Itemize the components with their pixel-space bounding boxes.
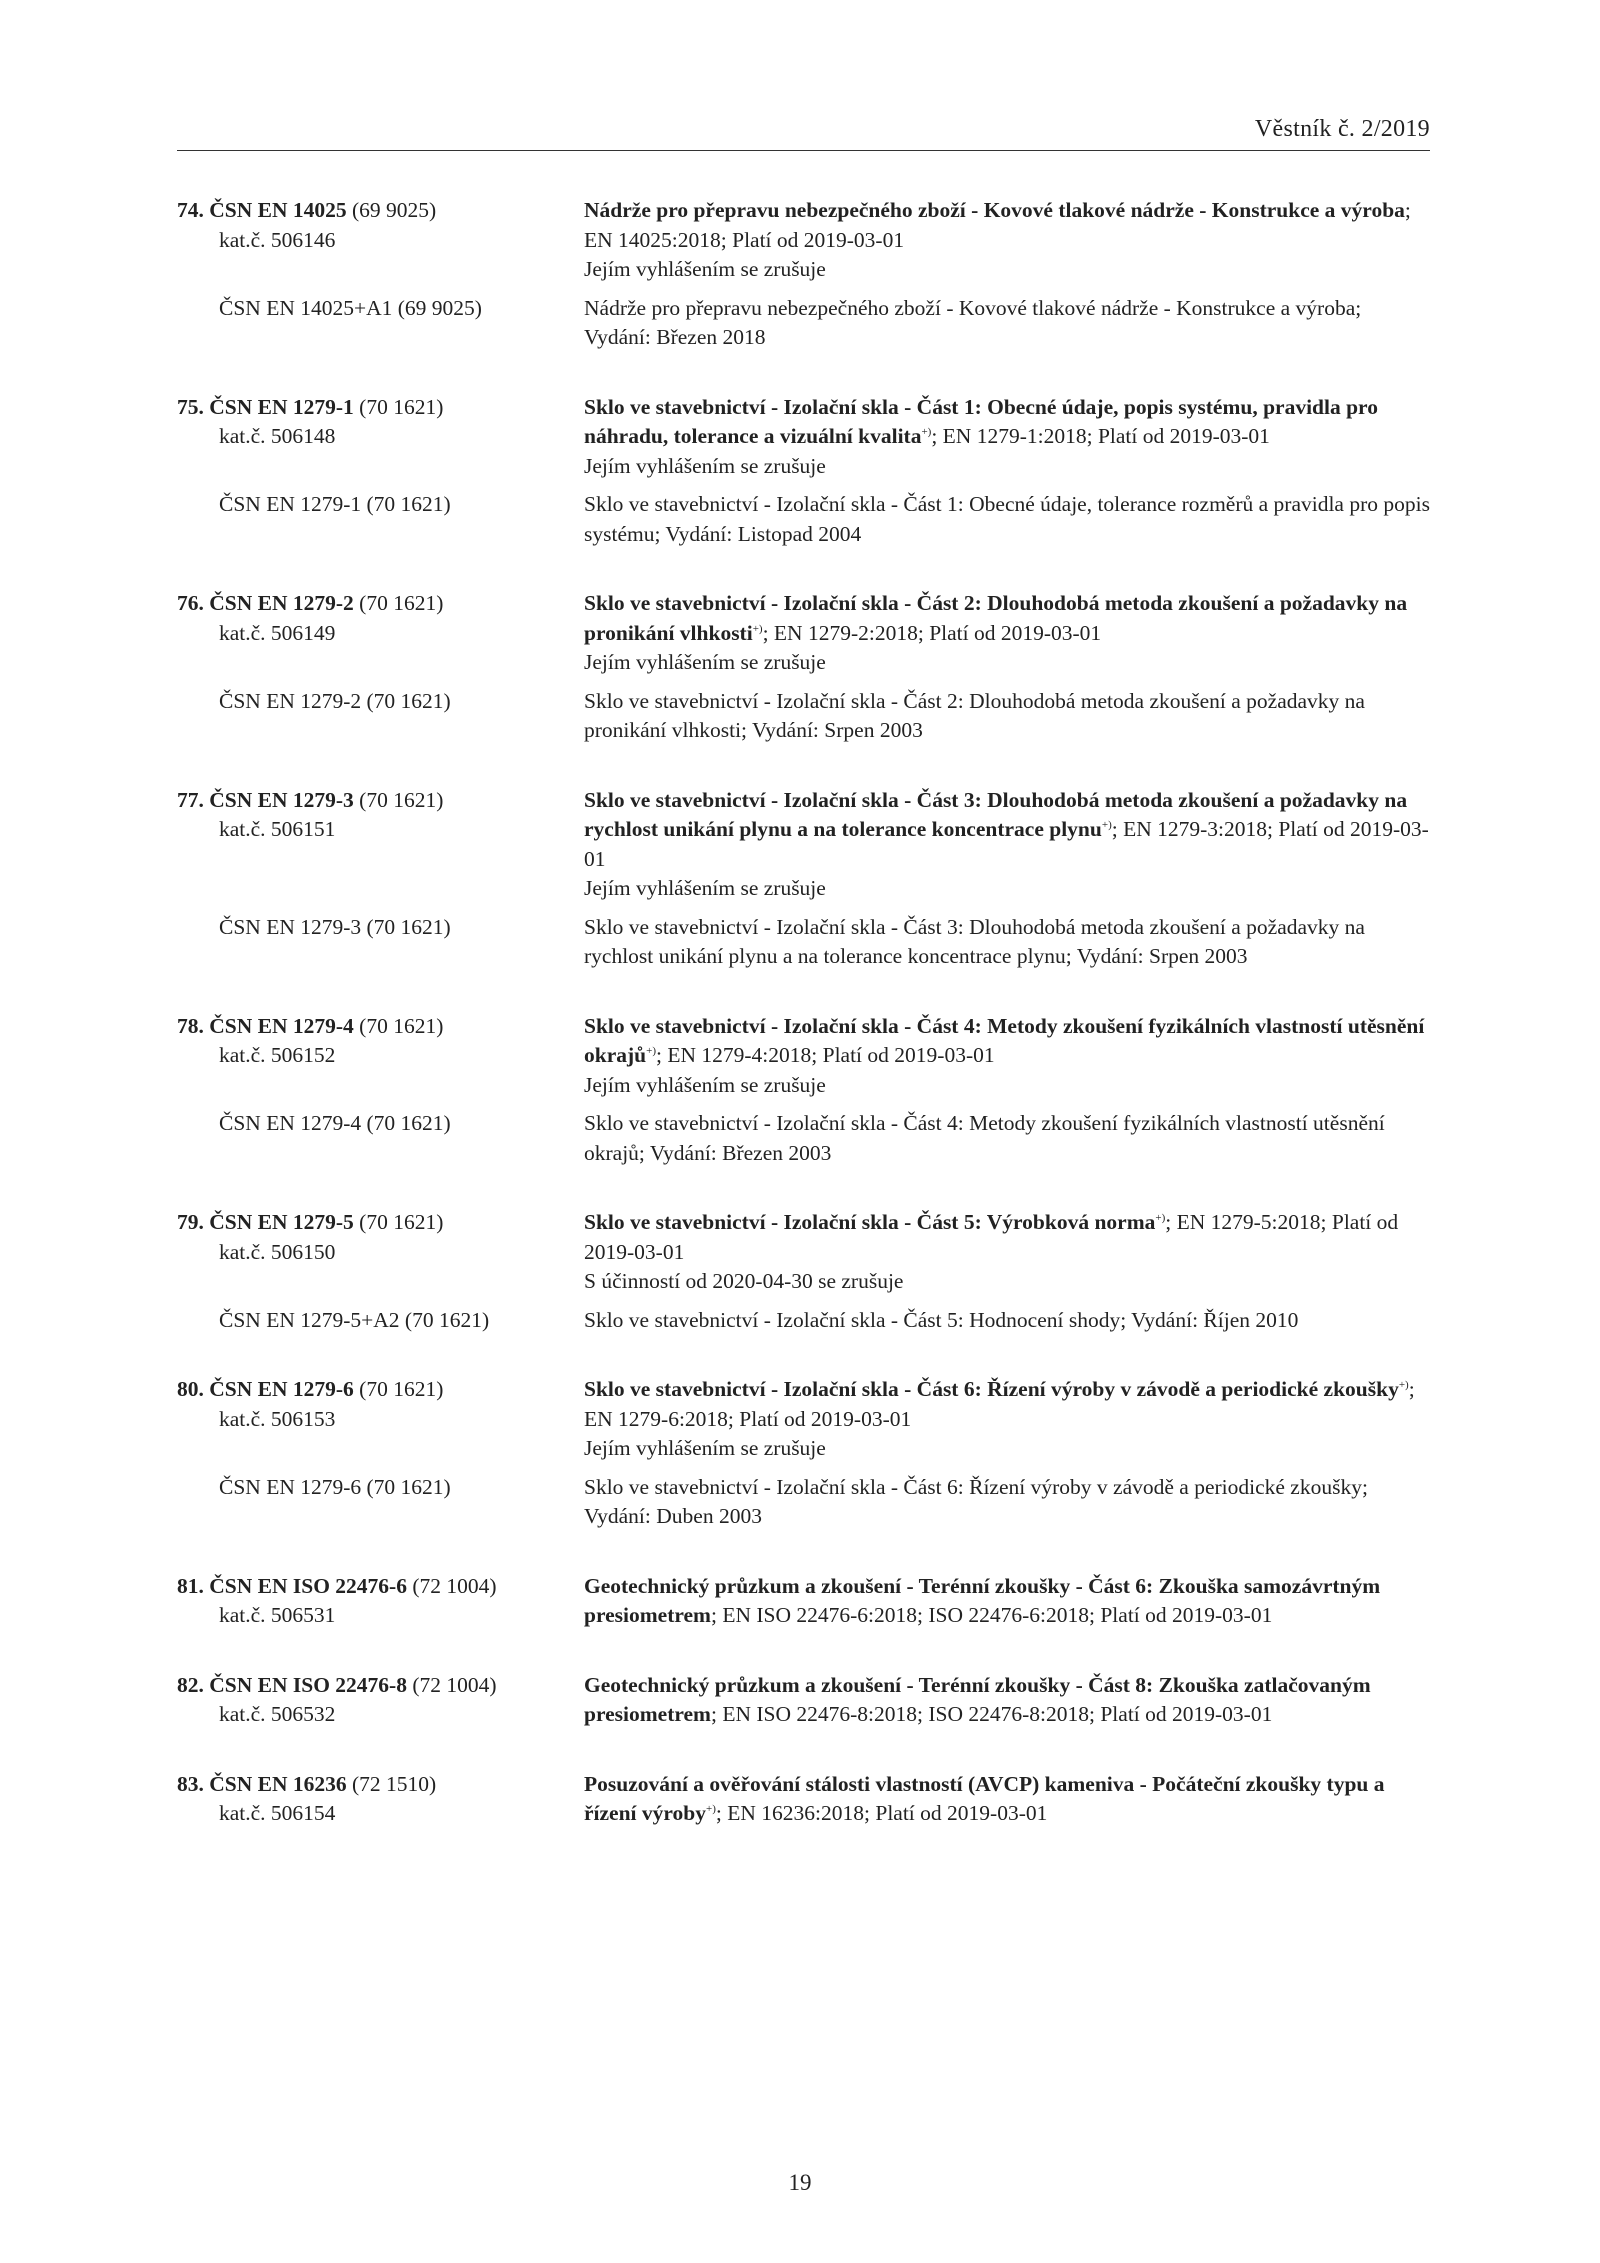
withdrawal-note: S účinností od 2020-04-30 se zrušuje bbox=[584, 1269, 904, 1293]
standard-description bbox=[584, 1012, 1430, 1101]
replaced-standard-row bbox=[177, 1306, 1430, 1336]
replaced-standard-code: ČSN EN 1279-1 (70 1621) bbox=[219, 492, 451, 516]
classification-code: (72 1510) bbox=[352, 1771, 437, 1796]
standard-description bbox=[584, 786, 1430, 904]
replaced-standard-code: ČSN EN 1279-5+A2 (70 1621) bbox=[219, 1307, 490, 1332]
classification-code: (70 1621) bbox=[359, 591, 444, 615]
replaced-standard-row bbox=[177, 1473, 1430, 1532]
journal-title: Věstník č. 2/2019 bbox=[1254, 116, 1430, 142]
standard-title: Sklo ve stavebnictví - Izolační skla - Část 6: Řízení výroby v závodě a periodické zkoušky bbox=[584, 1377, 1399, 1401]
replaced-standard-description: Sklo ve stavebnictví - Izolační skla - Část 2: Dlouhodobá metoda zkoušení a požadavky na pronikání vlhkosti; Vydání: Srpen 2003 bbox=[584, 688, 1365, 742]
new-standard-row bbox=[177, 1572, 1430, 1631]
standard-entry bbox=[177, 589, 1430, 746]
standard-description bbox=[584, 1208, 1430, 1297]
standard-code: ČSN EN ISO 22476-8 bbox=[209, 1672, 407, 1697]
standard-entry bbox=[177, 1770, 1430, 1829]
standard-identifier bbox=[177, 1572, 584, 1631]
classification-code: (69 9025) bbox=[352, 198, 437, 222]
new-standard-row bbox=[177, 786, 1430, 904]
standard-identifier bbox=[177, 196, 584, 285]
standard-details: ; EN 1279-6:2018; Platí od 2019-03-01 bbox=[584, 1377, 1415, 1431]
replaced-standard-identifier bbox=[177, 687, 584, 746]
standard-title: Sklo ve stavebnictví - Izolační skla - Část 1: Obecné údaje, popis systému, pravidla pro náhradu, tolerance a vizuální kvalita bbox=[584, 394, 1378, 448]
footnote-marker: +) bbox=[1155, 1212, 1166, 1224]
replaced-standard-description: Sklo ve stavebnictví - Izolační skla - Část 4: Metody zkoušení fyzikálních vlastností utěsnění okrajů; Vydání: Březen 2003 bbox=[584, 1111, 1385, 1165]
catalog-number: kat.č. 506154 bbox=[219, 1801, 336, 1825]
withdrawal-note: Jejím vyhlášením se zrušuje bbox=[584, 876, 826, 900]
replaced-standard-identifier bbox=[177, 490, 584, 549]
standard-code: ČSN EN 1279-6 bbox=[209, 1377, 354, 1401]
replaced-standard-description: Sklo ve stavebnictví - Izolační skla - Část 5: Hodnocení shody; Vydání: Říjen 2010 bbox=[584, 1307, 1299, 1332]
standard-identifier bbox=[177, 1375, 584, 1464]
entry-number: 77. bbox=[177, 787, 204, 812]
catalog-number: kat.č. 506153 bbox=[219, 1406, 336, 1431]
new-standard-row bbox=[177, 1208, 1430, 1297]
new-standard-row bbox=[177, 1770, 1430, 1829]
withdrawal-note: Jejím vyhlášením se zrušuje bbox=[584, 1436, 826, 1460]
standard-entry bbox=[177, 1012, 1430, 1169]
standard-title: Geotechnický průzkum a zkoušení - Terénní zkoušky - Část 8: Zkouška zatlačovaným presiometrem bbox=[584, 1672, 1371, 1726]
replaced-standard-row bbox=[177, 1109, 1430, 1168]
classification-code: (70 1621) bbox=[359, 787, 444, 812]
classification-code: (70 1621) bbox=[359, 1210, 444, 1234]
catalog-number: kat.č. 506152 bbox=[219, 1043, 336, 1067]
classification-code: (70 1621) bbox=[359, 1377, 444, 1401]
standard-details: ; EN 14025:2018; Platí od 2019-03-01 bbox=[584, 198, 1411, 252]
entry-number: 83. bbox=[177, 1771, 204, 1796]
standard-details: ; EN 16236:2018; Platí od 2019-03-01 bbox=[715, 1801, 1048, 1825]
standard-title: Sklo ve stavebnictví - Izolační skla - Část 2: Dlouhodobá metoda zkoušení a požadavky na pronikání vlhkosti bbox=[584, 591, 1408, 645]
standard-identifier bbox=[177, 786, 584, 904]
replaced-standard-identifier bbox=[177, 1306, 584, 1336]
standard-details: ; EN 1279-1:2018; Platí od 2019-03-01 bbox=[931, 424, 1270, 448]
entry-number: 76. bbox=[177, 591, 204, 615]
standard-description bbox=[584, 196, 1430, 285]
standard-details: ; EN 1279-3:2018; Platí od 2019-03-01 bbox=[584, 817, 1429, 871]
standard-code: ČSN EN 16236 bbox=[209, 1771, 347, 1796]
classification-code: (70 1621) bbox=[359, 1013, 444, 1038]
new-standard-row bbox=[177, 1375, 1430, 1464]
replaced-standard-description: Sklo ve stavebnictví - Izolační skla - Část 1: Obecné údaje, tolerance rozměrů a pravidla pro popis systému; Vydání: Listopad 2004 bbox=[584, 492, 1430, 546]
standard-identifier bbox=[177, 1770, 584, 1829]
standard-title: Sklo ve stavebnictví - Izolační skla - Část 5: Výrobková norma bbox=[584, 1210, 1156, 1234]
catalog-number: kat.č. 506149 bbox=[219, 620, 336, 645]
entry-number: 75. bbox=[177, 394, 204, 419]
new-standard-row bbox=[177, 589, 1430, 678]
standard-entry bbox=[177, 196, 1430, 353]
standard-title: Nádrže pro přepravu nebezpečného zboží - Kovové tlakové nádrže - Konstrukce a výroba bbox=[584, 198, 1405, 222]
standard-details: ; EN 1279-5:2018; Platí od 2019-03-01 bbox=[584, 1210, 1399, 1264]
catalog-number: kat.č. 506531 bbox=[219, 1603, 336, 1627]
standard-identifier bbox=[177, 1671, 584, 1730]
entry-number: 74. bbox=[177, 198, 204, 222]
standard-description bbox=[584, 1572, 1430, 1631]
standards-list bbox=[177, 196, 1430, 1829]
standard-entry bbox=[177, 1671, 1430, 1730]
catalog-number: kat.č. 506146 bbox=[219, 227, 336, 252]
standard-identifier bbox=[177, 589, 584, 678]
catalog-number: kat.č. 506151 bbox=[219, 817, 336, 841]
withdrawal-note: Jejím vyhlášením se zrušuje bbox=[584, 650, 826, 674]
footnote-marker: +) bbox=[1398, 1379, 1409, 1391]
footnote-marker: +) bbox=[646, 1045, 656, 1057]
replaced-standard-code: ČSN EN 1279-3 (70 1621) bbox=[219, 914, 451, 939]
standard-title: Posuzování a ověřování stálosti vlastností (AVCP) kameniva - Počáteční zkoušky typu a řízení výroby bbox=[584, 1771, 1385, 1825]
standard-title: Geotechnický průzkum a zkoušení - Terénní zkoušky - Část 6: Zkouška samozávrtným presiometrem bbox=[584, 1573, 1381, 1627]
standard-description bbox=[584, 393, 1430, 482]
standard-code: ČSN EN 14025 bbox=[209, 198, 347, 222]
standard-description bbox=[584, 589, 1430, 678]
entry-number: 78. bbox=[177, 1013, 204, 1038]
standard-entry bbox=[177, 1572, 1430, 1631]
standard-details: ; EN 1279-2:2018; Platí od 2019-03-01 bbox=[762, 620, 1102, 645]
entry-number: 79. bbox=[177, 1210, 204, 1234]
replaced-standard-description: Nádrže pro přepravu nebezpečného zboží - Kovové tlakové nádrže - Konstrukce a výroba; Vydání: Březen 2018 bbox=[584, 295, 1362, 349]
replaced-standard-code: ČSN EN 1279-4 (70 1621) bbox=[219, 1111, 451, 1135]
standard-details: ; EN ISO 22476-8:2018; ISO 22476-8:2018; Platí od 2019-03-01 bbox=[710, 1702, 1273, 1726]
new-standard-row bbox=[177, 196, 1430, 285]
footnote-marker: +) bbox=[921, 426, 932, 438]
catalog-number: kat.č. 506150 bbox=[219, 1239, 336, 1264]
standard-identifier bbox=[177, 393, 584, 482]
standard-description bbox=[584, 1375, 1430, 1464]
replaced-standard-code: ČSN EN 1279-6 (70 1621) bbox=[219, 1474, 451, 1499]
catalog-number: kat.č. 506532 bbox=[219, 1702, 336, 1726]
entry-number: 80. bbox=[177, 1377, 204, 1401]
page-header bbox=[177, 112, 1430, 151]
replaced-standard-identifier bbox=[177, 294, 584, 353]
footnote-marker: +) bbox=[752, 622, 763, 635]
standard-code: ČSN EN 1279-3 bbox=[209, 787, 354, 812]
standard-identifier bbox=[177, 1208, 584, 1297]
replaced-standard-row bbox=[177, 294, 1430, 353]
standard-identifier bbox=[177, 1012, 584, 1101]
classification-code: (72 1004) bbox=[412, 1672, 497, 1697]
replaced-standard-row bbox=[177, 687, 1430, 746]
new-standard-row bbox=[177, 1671, 1430, 1730]
new-standard-row bbox=[177, 393, 1430, 482]
replaced-standard-identifier bbox=[177, 1473, 584, 1532]
entry-number: 82. bbox=[177, 1672, 204, 1697]
standard-entry bbox=[177, 786, 1430, 972]
replaced-standard-identifier bbox=[177, 1109, 584, 1168]
standard-title: Sklo ve stavebnictví - Izolační skla - Část 3: Dlouhodobá metoda zkoušení a požadavky na rychlost unikání plynu a na tolerance koncentrace plynu bbox=[584, 787, 1408, 841]
replaced-standard-code: ČSN EN 14025+A1 (69 9025) bbox=[219, 295, 482, 320]
replaced-standard-description: Sklo ve stavebnictví - Izolační skla - Část 6: Řízení výroby v závodě a periodické zkoušky; Vydání: Duben 2003 bbox=[584, 1474, 1368, 1528]
standard-code: ČSN EN 1279-2 bbox=[209, 591, 354, 615]
classification-code: (70 1621) bbox=[359, 394, 444, 419]
standard-description bbox=[584, 1671, 1430, 1730]
footnote-marker: +) bbox=[1101, 819, 1112, 831]
standard-entry bbox=[177, 1208, 1430, 1335]
catalog-number: kat.č. 506148 bbox=[219, 424, 336, 448]
standard-title: Sklo ve stavebnictví - Izolační skla - Část 4: Metody zkoušení fyzikálních vlastností utěsnění okrajů bbox=[584, 1013, 1425, 1067]
replaced-standard-identifier bbox=[177, 913, 584, 972]
replaced-standard-code: ČSN EN 1279-2 (70 1621) bbox=[219, 688, 451, 713]
standard-details: ; EN 1279-4:2018; Platí od 2019-03-01 bbox=[656, 1043, 995, 1067]
standard-code: ČSN EN 1279-4 bbox=[209, 1013, 354, 1038]
classification-code: (72 1004) bbox=[412, 1573, 497, 1598]
replaced-standard-description: Sklo ve stavebnictví - Izolační skla - Část 3: Dlouhodobá metoda zkoušení a požadavky na rychlost unikání plynu a na tolerance koncentrace plynu; Vydání: Srpen 2003 bbox=[584, 914, 1365, 968]
new-standard-row bbox=[177, 1012, 1430, 1101]
withdrawal-note: Jejím vyhlášením se zrušuje bbox=[584, 1072, 826, 1097]
standard-code: ČSN EN 1279-5 bbox=[209, 1210, 354, 1234]
page-number: 19 bbox=[788, 2170, 812, 2195]
standard-entry bbox=[177, 393, 1430, 550]
standard-code: ČSN EN ISO 22476-6 bbox=[209, 1573, 407, 1598]
footnote-marker: +) bbox=[706, 1803, 716, 1815]
entry-number: 81. bbox=[177, 1573, 204, 1598]
standard-details: ; EN ISO 22476-6:2018; ISO 22476-6:2018; Platí od 2019-03-01 bbox=[710, 1603, 1273, 1627]
standard-code: ČSN EN 1279-1 bbox=[209, 394, 354, 419]
standard-entry bbox=[177, 1375, 1430, 1532]
replaced-standard-row bbox=[177, 913, 1430, 972]
withdrawal-note: Jejím vyhlášením se zrušuje bbox=[584, 453, 826, 478]
withdrawal-note: Jejím vyhlášením se zrušuje bbox=[584, 257, 826, 281]
replaced-standard-row bbox=[177, 490, 1430, 549]
standard-description bbox=[584, 1770, 1430, 1829]
